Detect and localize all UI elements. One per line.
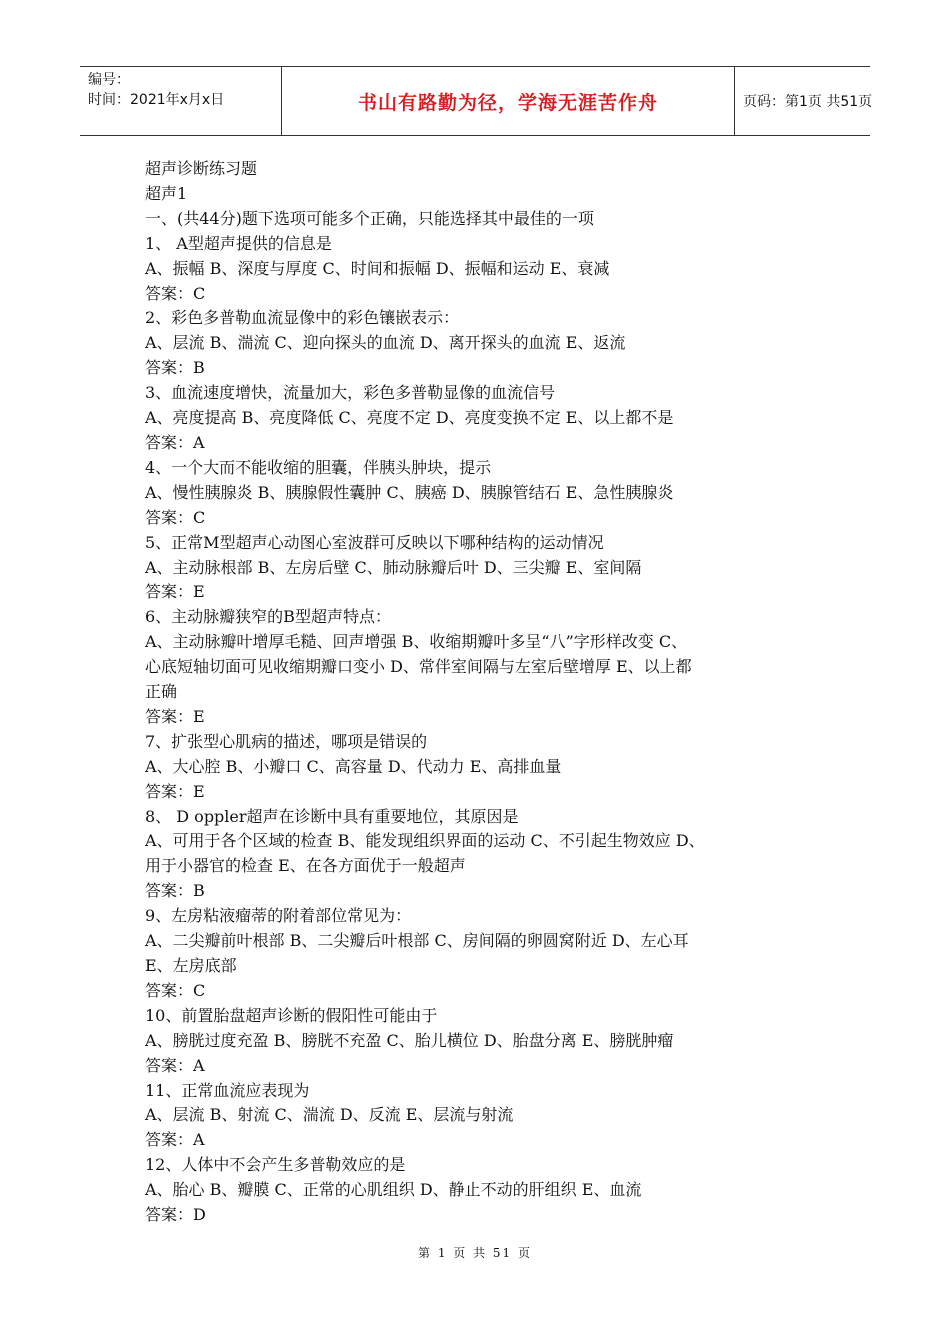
question-line: 11、正常血流应表现为 [145,1080,310,1100]
question-line: 2、彩色多普勒血流显像中的彩色镶嵌表示： [145,308,460,328]
options-line: A、二尖瓣前叶根部 B、二尖瓣后叶根部 C、房间隔的卵圆窝附近 D、左心耳 [145,931,689,951]
answer-line: 答案：C [145,283,206,303]
answer-line: 答案：B [145,358,205,378]
answer-line: 答案：E [145,781,205,801]
options-line: A、膀胱过度充盈 B、膀胱不充盈 C、胎儿横位 D、胎盘分离 E、膀胱肿瘤 [145,1030,674,1050]
section-instructions: 一、(共44分)题下选项可能多个正确，只能选择其中最佳的一项 [145,208,594,228]
answer-line: 答案：C [145,507,206,527]
question-line: 5、正常M型超声心动图心室波群可反映以下哪种结构的运动情况 [145,532,604,552]
answer-line: 答案：A [145,1055,205,1075]
page-header [80,66,873,136]
question-line: 6、主动脉瓣狭窄的B型超声特点： [145,607,391,627]
question-line: 10、前置胎盘超声诊断的假阳性可能由于 [145,1005,438,1025]
header-left-cell [80,67,281,135]
options-line: A、主动脉根部 B、左房后壁 C、肺动脉瓣后叶 D、三尖瓣 E、室间隔 [145,557,642,577]
question-line: 9、左房粘液瘤蒂的附着部位常见为： [145,906,412,926]
options-line: E、左房底部 [145,956,237,975]
options-line: A、层流 B、射流 C、湍流 D、反流 E、层流与射流 [145,1105,514,1125]
page-footer: 第 1 页 共 51 页 [418,1246,532,1260]
answer-line: 答案：A [145,432,205,452]
question-line: 8、 D oppler超声在诊断中具有重要地位，其原因是 [145,806,519,826]
options-line: A、振幅 B、深度与厚度 C、时间和振幅 D、振幅和运动 E、衰减 [145,258,610,278]
options-line: A、胎心 B、瓣膜 C、正常的心肌组织 D、静止不动的肝组织 E、血流 [145,1180,642,1200]
question-line: 7、扩张型心肌病的描述，哪项是错误的 [145,731,428,751]
options-line: A、主动脉瓣叶增厚毛糙、回声增强 B、收缩期瓣叶多呈“八”字形样改变 C、 [145,632,688,652]
options-line: 心底短轴切面可见收缩期瓣口变小 D、常伴室间隔与左室后壁增厚 E、以上都 [145,657,692,677]
options-line: A、大心腔 B、小瓣口 C、高容量 D、代动力 E、高排血量 [145,756,562,776]
document-date-label: 时间：2021年x月x日 [88,92,225,108]
header-motto: 书山有路勤为径，学海无涯苦作舟 [281,67,735,135]
answer-line: 答案：C [145,980,206,1000]
options-line: A、亮度提高 B、亮度降低 C、亮度不定 D、亮度变换不定 E、以上都不是 [145,408,674,428]
document-number-label: 编号： [88,72,130,88]
options-line: A、层流 B、湍流 C、迎向探头的血流 D、离开探头的血流 E、返流 [145,333,626,353]
question-line: 4、一个大而不能收缩的胆囊，伴胰头肿块，提示 [145,457,492,477]
doc-title: 超声诊断练习题 [145,159,258,178]
question-line: 1、 A型超声提供的信息是 [145,233,332,253]
header-page-label: 页码：第1页 共51页 [743,94,873,110]
answer-line: 答案：A [145,1130,205,1150]
question-line: 3、血流速度增快，流量加大，彩色多普勒显像的血流信号 [145,383,556,403]
answer-line: 答案：E [145,582,205,602]
section-title: 超声1 [145,183,188,203]
question-line: 12、人体中不会产生多普勒效应的是 [145,1155,406,1175]
options-line: A、可用于各个区域的检查 B、能发现组织界面的运动 C、不引起生物效应 D、 [145,831,705,851]
document-body [145,157,805,1228]
answer-line: 答案：B [145,881,205,901]
options-line: A、慢性胰腺炎 B、胰腺假性囊肿 C、胰癌 D、胰腺管结石 E、急性胰腺炎 [145,482,674,502]
options-line: 正确 [145,682,178,702]
answer-line: 答案：E [145,706,205,726]
answer-line: 答案：D [145,1205,206,1225]
options-line: 用于小器官的检查 E、在各方面优于一般超声 [145,856,466,876]
